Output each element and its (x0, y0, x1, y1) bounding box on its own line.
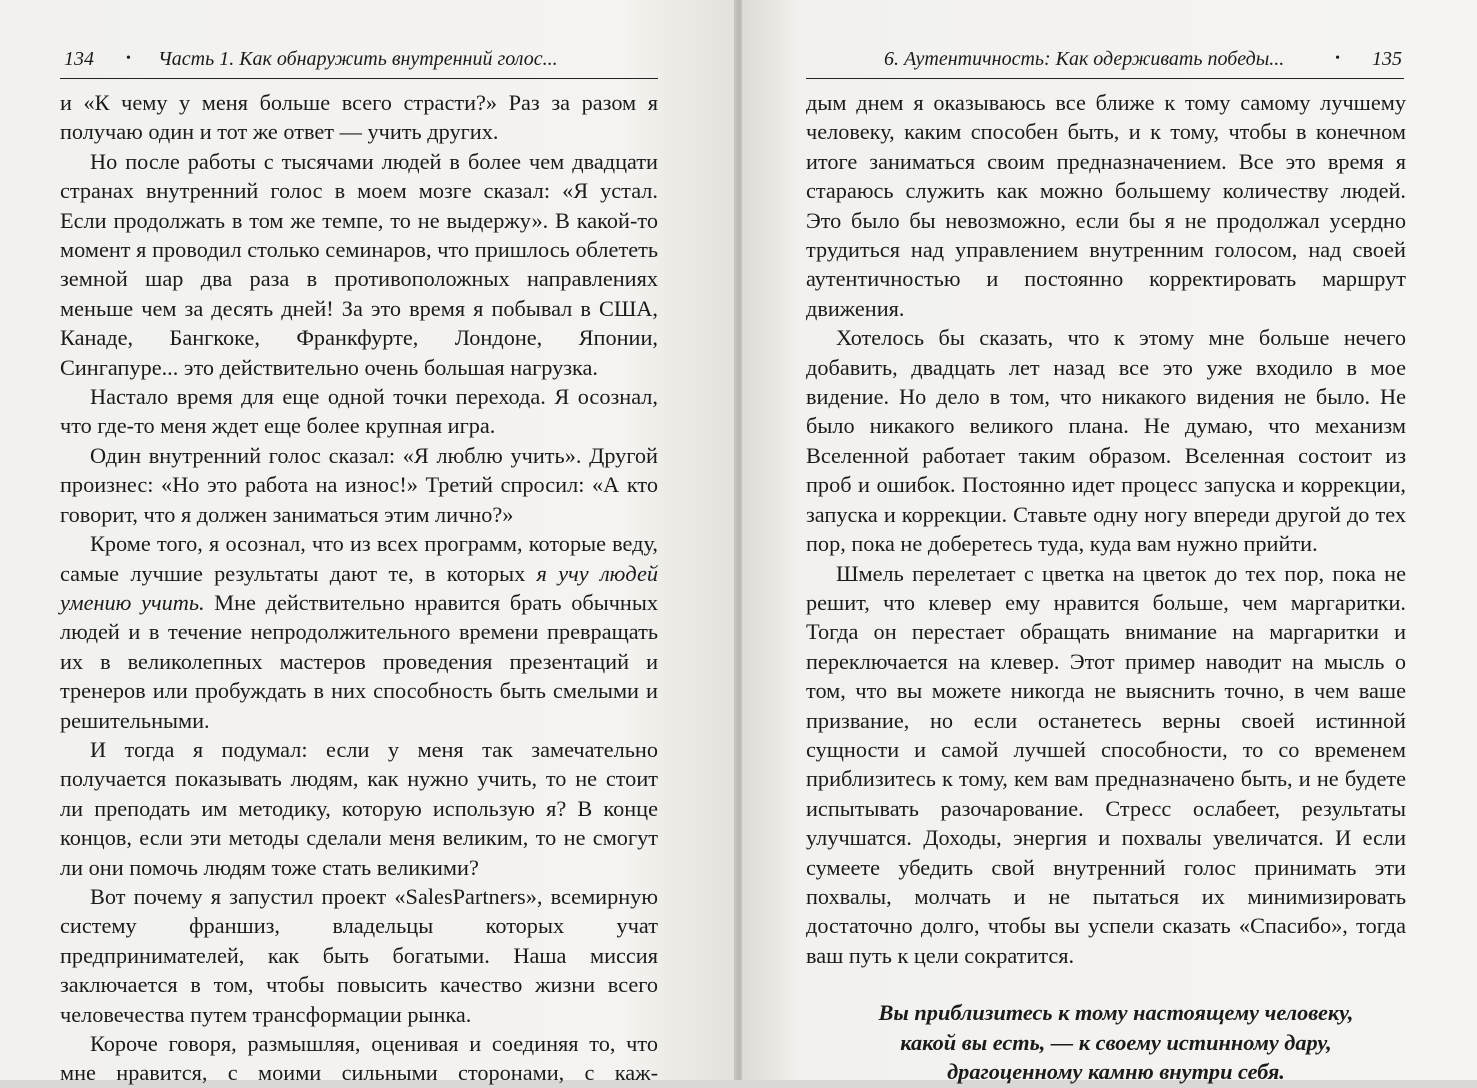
left-header-separator: • (126, 51, 131, 66)
left-running-header (60, 44, 658, 79)
right-header-separator: • (1335, 51, 1340, 66)
left-page (0, 0, 736, 1086)
paragraph (60, 529, 658, 735)
right-page-body (806, 88, 1406, 1086)
paragraph: И тогда я подумал: если у меня так замечательно получается показывать людям, как нужно учить, то не стоит ли преподать им методику, которую использую я? В конце концов, если эти методы сделали меня великим, то не смогут ли они помочь людям тоже стать великими? (60, 736, 658, 880)
paragraph: Один внутренний голос сказал: «Я люблю учить». Другой произнес: «Но это работа на износ!» Третий спросил: «А кто говорит, что я должен заниматься этим лично?» (60, 442, 658, 527)
right-running-header (806, 44, 1404, 79)
left-page-body (60, 88, 658, 1088)
left-running-title: Часть 1. Как обнаружить внутренний голос... (158, 48, 558, 70)
left-page-number: 134 (64, 48, 94, 70)
right-running-title: 6. Аутентичность: Как одерживать победы... (884, 48, 1285, 70)
paragraph: Хотелось бы сказать, что к этому мне больше нечего добавить, двадцать лет назад все это уже входило в мое видение. Но дело в том, что никакого видения не было. Не было никакого великого плана. Не думаю, что механизм Вселенной работает таким образом. Вселенная состоит из проб и ошибок. Постоянно идет процесс запуска и коррекции, запуска и коррекции. Ставьте одну ногу впереди другой до тех пор, пока не доберетесь туда, куда вам нужно прийти. (806, 325, 1406, 557)
right-page-number: 135 (1372, 48, 1402, 70)
right-page (742, 0, 1477, 1084)
paragraph-text: Кроме того, я осознал, что из всех программ, которые веду, самые лучшие результаты дают те, в которых (60, 531, 658, 586)
paragraph: Короче говоря, размышляя, оценивая и соединяя то, что мне нравится, с моими сильными сторонами, с каж- (60, 1031, 658, 1086)
pull-quote (806, 998, 1406, 1086)
emphasis-text: я учу людей умению учить. (60, 560, 658, 615)
paragraph: Шмель перелетает с цветка на цветок до тех пор, пока не решит, что клевер ему нравится больше, чем маргаритки. Тогда он перестает обращать внимание на маргаритки и переключается на клевер. Этот пример наводит на мысль о том, что вы можете никогда не выяснить точно, в чем ваше призвание, но если останетесь верны своей истинной сущности и самой лучшей способности, то со временем приблизитесь к тому, кем вам предназначено быть, и не будете испытывать разочарование. Стресс ослабеет, результаты улучшатся. Доходы, энергия и похвалы увеличатся. И если сумеете убедить свой внутренний голос принимать эти похвалы, молчать и не пытаться их минимизировать достаточно долго, чтобы вы успели сказать «Спасибо», тогда ваш путь к цели сократится. (806, 560, 1406, 968)
paragraph: Вот почему я запустил проект «SalesPartners», всемирную систему франшиз, владельцы которых учат предпринимателей, как быть богатыми. Наша миссия заключается в том, чтобы повысить качество жизни всего человечества путем трансформации рынка. (60, 883, 658, 1027)
pull-quote-line: драгоценному камню внутри себя. (947, 1059, 1285, 1084)
paragraph: и «К чему у меня больше всего страсти?» Раз за разом я получаю один и тот же ответ — учить других. (60, 90, 658, 145)
paragraph: Настало время для еще одной точки перехода. Я осознал, что где-то меня ждет еще более крупная игра. (60, 384, 658, 439)
paragraph: Но после работы с тысячами людей в более чем двадцати странах внутренний голос в моем мозге сказал: «Я устал. Если продолжать в том же темпе, то не выдержу». В какой-то момент я проводил столько семинаров, что пришлось облететь земной шар два раза в противоположных направлениях меньше чем за десять дней! За это время я побывал в США, Канаде, Бангкоке, Франкфурте, Лондоне, Японии, Сингапуре... это действительно очень большая нагрузка. (60, 148, 658, 380)
pull-quote-line: Вы приблизитесь к тому настоящему человеку, (878, 1000, 1354, 1026)
pull-quote-line: какой вы есть, — к своему истинному дару, (900, 1029, 1332, 1055)
paragraph: дым днем я оказываюсь все ближе к тому самому лучшему человеку, каким способен быть, и к тому, чтобы в конечном итоге заниматься своим предназначением. Все это время я стараюсь служить как можно большему количеству людей. Это было бы невозможно, если бы я не продолжал усердно трудиться над управлением внутренним голосом, над своей аутентичностью и постоянно корректировать маршрут движения. (806, 90, 1406, 321)
paragraph-text: Мне действительно нравится брать обычных людей и в течение непродолжительного времени превращать их в великолепных мастеров проведения презентаций и тренеров или пробуждать в них способность быть смелыми и решительными. (60, 589, 658, 733)
